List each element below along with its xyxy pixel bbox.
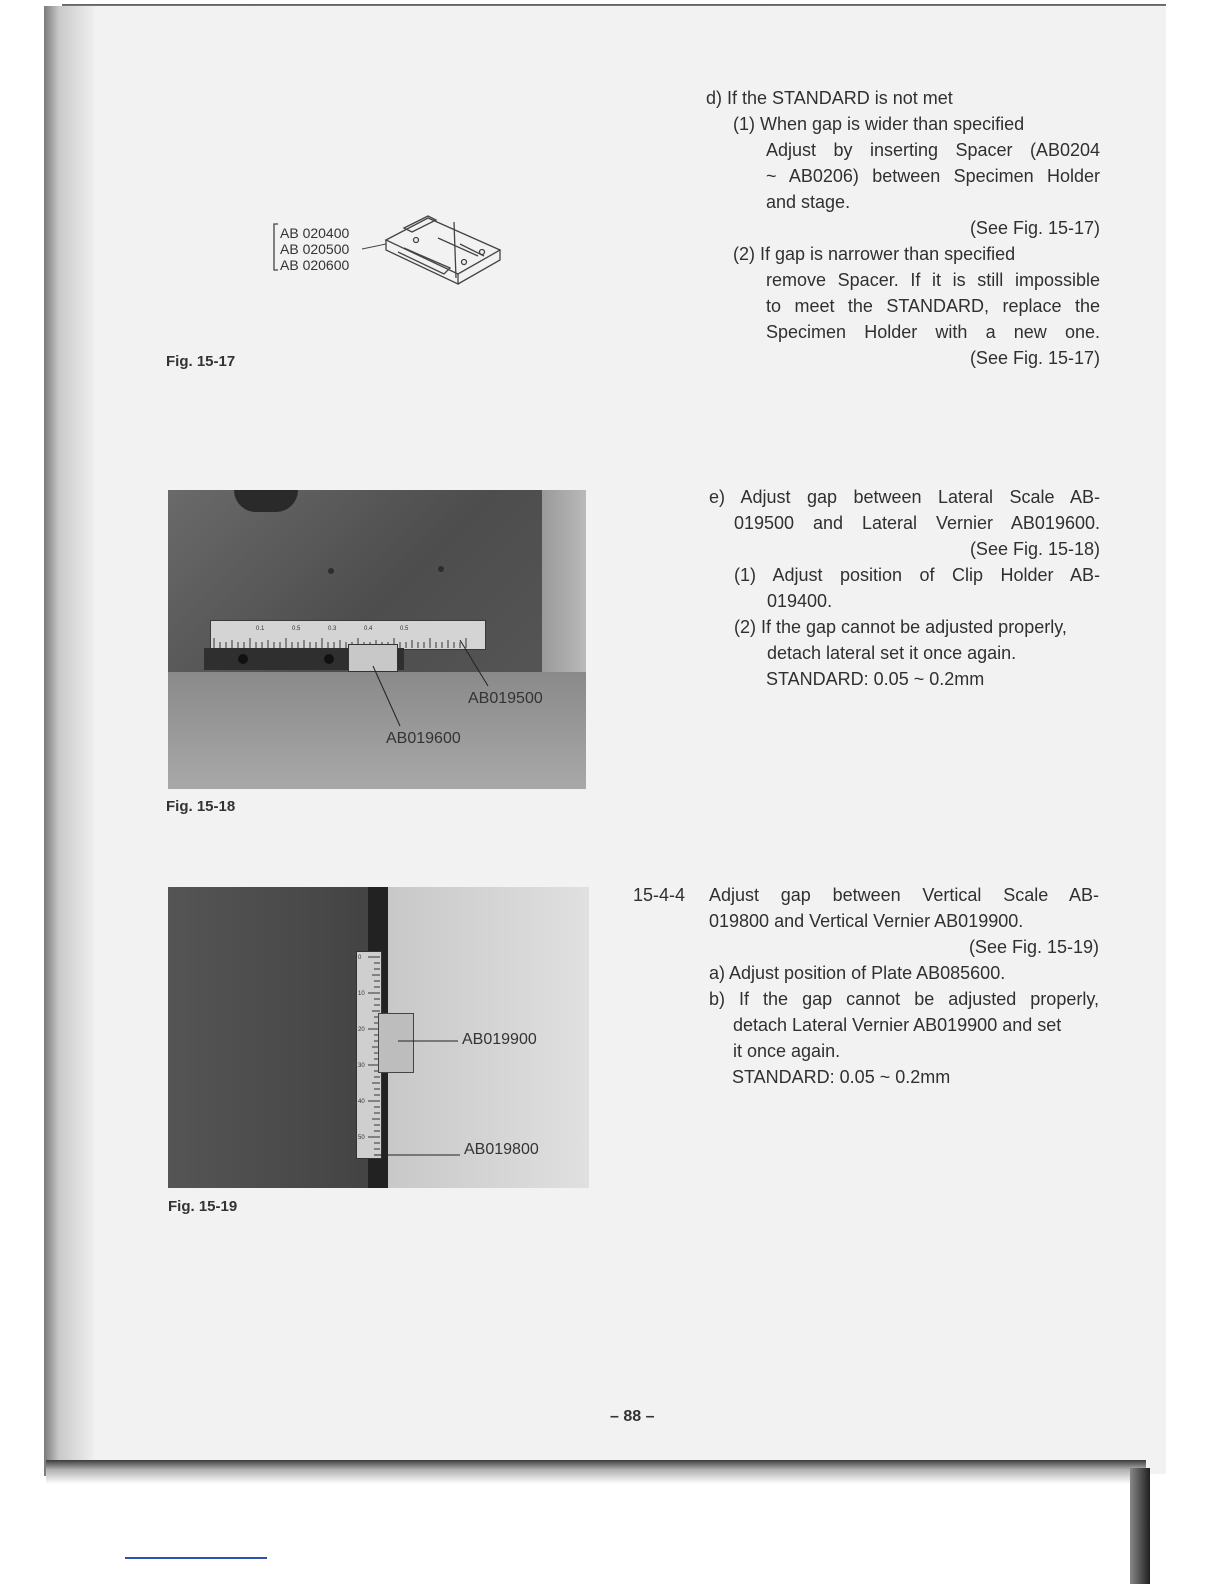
vertical-scale-mark-2: 20 — [358, 1027, 365, 1033]
section-d-item1-line3: ~ AB0206) between Specimen Holder — [766, 166, 1100, 186]
section-15-4-4-number: 15-4-4 — [633, 885, 686, 905]
section-d-item2-line3: to meet the STANDARD, replace the — [766, 296, 1100, 316]
section-e-item1-line2: 019400. — [767, 591, 833, 611]
section-15-4-4-item-b-line2: detach Lateral Vernier AB019900 and set — [733, 1015, 1062, 1035]
page-bottom-shadow — [46, 1460, 1146, 1484]
vertical-scale-mark-3: 30 — [358, 1063, 365, 1069]
section-d-item2-line1: (2) If gap is narrower than specified — [733, 244, 1016, 264]
section-d-heading: d) If the STANDARD is not met — [706, 88, 953, 108]
section-d-item2-ref: (See Fig. 15-17) — [969, 348, 1100, 368]
fig-15-19-label: Fig. 15-19 — [168, 1198, 238, 1215]
part-label-020400: AB 020400 — [280, 225, 350, 241]
section-15-4-4-standard: STANDARD: 0.05 ~ 0.2mm — [732, 1067, 951, 1087]
part-bracket — [274, 224, 278, 270]
vertical-scale-mark-4: 40 — [358, 1099, 365, 1105]
specimen-holder-illustration — [386, 216, 500, 284]
page-binding-shadow — [44, 6, 94, 1476]
section-e-item2-line1: (2) If the gap cannot be adjusted properly, — [734, 617, 1067, 637]
section-e-intro-line2: 019500 and Lateral Vernier AB019600. — [734, 513, 1100, 533]
fig-15-18-leader-lines — [168, 490, 586, 789]
lateral-scale-mark-0: 0.1 — [256, 626, 265, 632]
section-e-item1-line1: (1) Adjust position of Clip Holder AB- — [734, 565, 1100, 585]
section-15-4-4-item-a: a) Adjust position of Plate AB085600. — [709, 963, 1006, 983]
section-15-4-4-intro-line1: Adjust gap between Vertical Scale AB- — [709, 885, 1099, 905]
leader-line-020500 — [362, 244, 386, 249]
section-d-item2-line4: Specimen Holder with a new one. — [766, 322, 1100, 342]
section-d — [706, 85, 1100, 371]
vertical-scale-mark-1: 10 — [358, 991, 365, 997]
fig-15-18-label: Fig. 15-18 — [166, 798, 236, 815]
section-d-item1-ref: (See Fig. 15-17) — [969, 218, 1100, 238]
callout-ab019900: AB019900 — [462, 1031, 537, 1048]
section-e-standard: STANDARD: 0.05 ~ 0.2mm — [766, 669, 985, 689]
lateral-scale-mark-1: 0.5 — [292, 626, 301, 632]
section-15-4-4-intro-line2: 019800 and Vertical Vernier AB019900. — [709, 911, 1024, 931]
section-d-item1-line1: (1) When gap is wider than specified — [733, 114, 1025, 134]
section-15-4-4-item-b-line3: it once again. — [733, 1041, 841, 1061]
part-label-020600: AB 020600 — [280, 257, 350, 273]
fig-15-19-photo — [168, 887, 589, 1188]
section-15-4-4 — [633, 882, 1103, 1090]
callout-ab019600: AB019600 — [386, 730, 461, 747]
section-d-item1-line2: Adjust by inserting Spacer (AB0204 — [766, 140, 1100, 160]
page-number: – 88 – — [610, 1408, 655, 1425]
book-binding-edge — [1130, 1468, 1150, 1584]
lateral-scale-mark-4: 0.5 — [400, 626, 409, 632]
bottom-underline — [125, 1557, 267, 1559]
fig-15-18-photo — [168, 490, 586, 789]
section-d-item1-line4: and stage. — [766, 192, 851, 212]
section-e — [709, 484, 1100, 692]
section-e-intro-line1: e) Adjust gap between Lateral Scale AB- — [709, 487, 1100, 507]
part-label-020500: AB 020500 — [280, 241, 350, 257]
fig-15-17-drawing — [268, 204, 518, 304]
section-d-item2-line2: remove Spacer. If it is still impossible — [766, 270, 1100, 290]
vertical-scale-mark-0: 0 — [358, 955, 362, 961]
section-e-ref: (See Fig. 15-18) — [969, 539, 1100, 559]
section-15-4-4-ref: (See Fig. 15-19) — [968, 937, 1099, 957]
lateral-scale-mark-2: 0.3 — [328, 626, 337, 632]
section-15-4-4-item-b-line1: b) If the gap cannot be adjusted properly, — [709, 989, 1099, 1009]
lateral-scale-mark-3: 0.4 — [364, 626, 373, 632]
section-e-item2-line2: detach lateral set it once again. — [767, 643, 1017, 663]
vertical-scale-mark-5: 50 — [358, 1135, 365, 1141]
callout-ab019800: AB019800 — [464, 1141, 539, 1158]
fig-15-17-label: Fig. 15-17 — [166, 353, 236, 370]
callout-ab019500: AB019500 — [468, 690, 543, 707]
